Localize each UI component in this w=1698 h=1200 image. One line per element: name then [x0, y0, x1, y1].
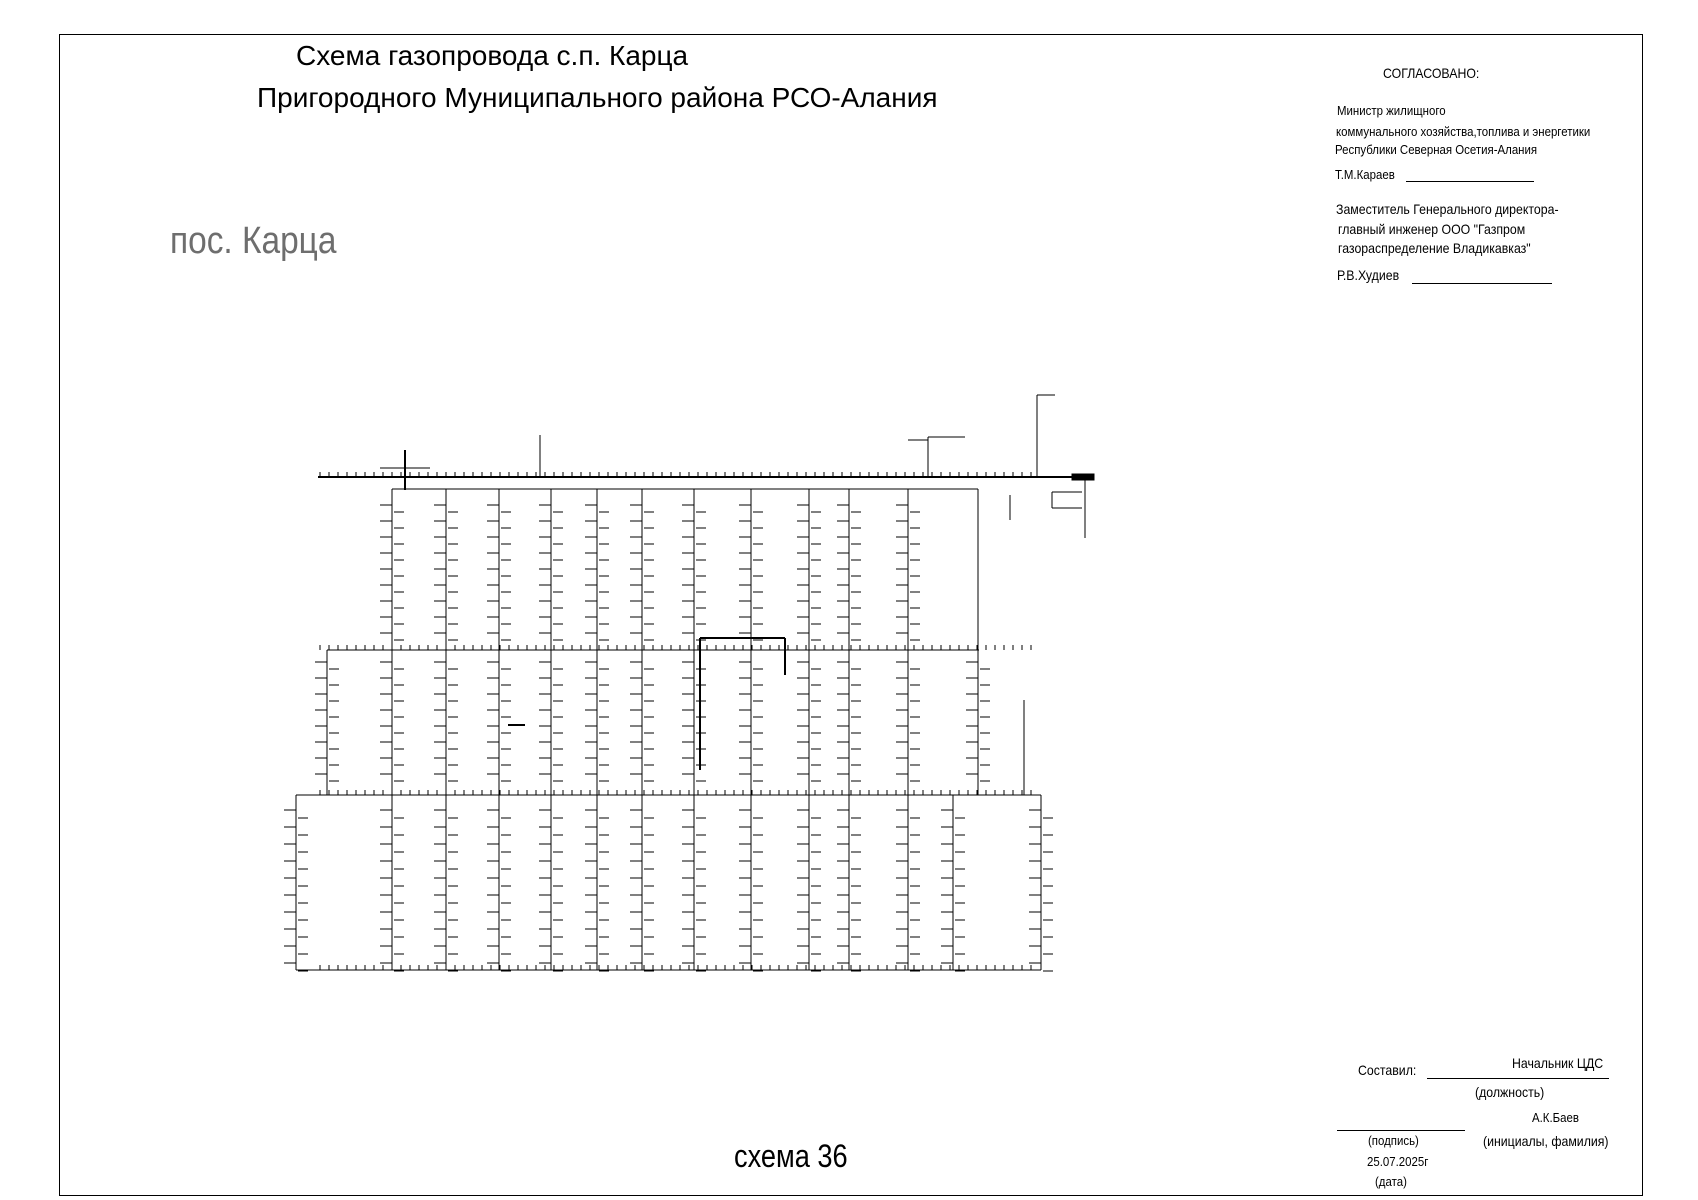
compiled-label: Составил: — [1358, 1062, 1417, 1078]
position-caption: (должность) — [1475, 1084, 1545, 1100]
approval-1-line-1: Министр жилищного — [1337, 103, 1446, 118]
approval-heading: СОГЛАСОВАНО: — [1383, 65, 1480, 81]
name-caption: (инициалы, фамилия) — [1483, 1133, 1609, 1149]
approval-2-signer: Р.В.Худиев — [1337, 267, 1400, 283]
drawing-title-line-1: Схема газопровода с.п. Карца — [296, 40, 689, 71]
regulator-point — [1072, 474, 1094, 480]
scheme-number: схема 36 — [734, 1138, 848, 1174]
date-value: 25.07.2025г — [1367, 1154, 1429, 1169]
compiled-position: Начальник ЦДС — [1512, 1055, 1604, 1071]
settlement-label: пос. Карца — [170, 220, 337, 262]
approval-1-line-3: Республики Северная Осетия-Алания — [1335, 142, 1538, 157]
approval-2-line-2: главный инженер ООО "Газпром — [1338, 221, 1526, 237]
approval-2-line-3: газораспределение Владикавказ" — [1338, 240, 1531, 256]
date-caption: (дата) — [1375, 1174, 1407, 1189]
approval-2-line-1: Заместитель Генерального директора- — [1336, 201, 1559, 217]
signature-caption: (подпись) — [1368, 1133, 1419, 1148]
compiled-name: А.К.Баев — [1532, 1110, 1579, 1125]
approval-1-signer: Т.М.Караев — [1335, 167, 1395, 182]
drawing-title-line-2: Пригородного Муниципального района РСО-Алания — [257, 82, 938, 113]
approval-1-line-2: коммунального хозяйства,топлива и энергетики — [1336, 124, 1591, 139]
